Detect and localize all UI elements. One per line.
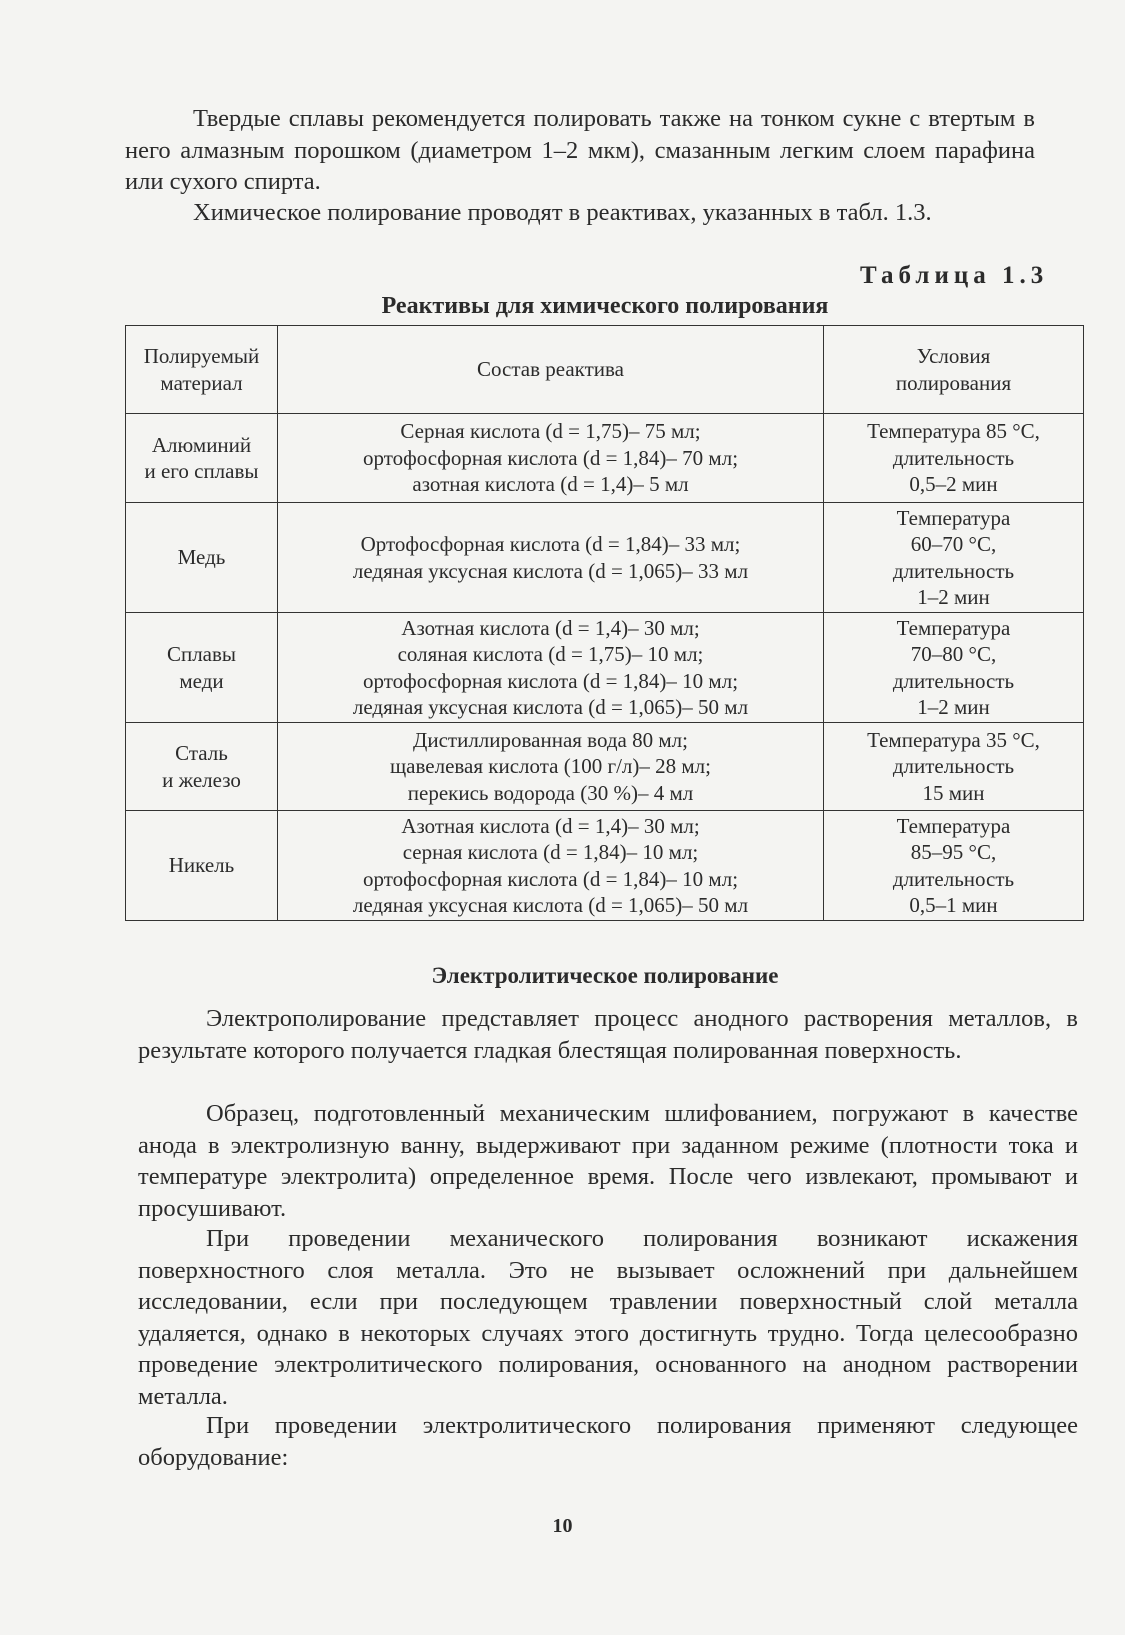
- header-line: Условия: [916, 344, 991, 368]
- table-title: Реактивы для химического полирования: [381, 293, 829, 319]
- table-row: [126, 613, 1084, 723]
- cell-material: [126, 503, 278, 613]
- cell-line: и его сплавы: [144, 459, 259, 483]
- cell-line: Температура 35 °C,: [867, 727, 1040, 752]
- cell-conditions: [824, 503, 1084, 613]
- cell-composition: [278, 414, 824, 503]
- cell-line: и железо: [162, 767, 241, 792]
- cell-line: соляная кислота (d = 1,75)– 10 мл;: [397, 642, 704, 666]
- cell-line: ортофосфорная кислота (d = 1,84)– 10 мл;: [362, 866, 739, 891]
- cell-line: Сталь: [175, 741, 228, 765]
- cell-line: 0,5–2 мин: [909, 472, 998, 497]
- table-label: Таблица 1.3: [860, 262, 1049, 289]
- cell-line: Алюминий: [151, 432, 252, 457]
- cell-line: ортофосфорная кислота (d = 1,84)– 70 мл;: [362, 445, 739, 470]
- cell-composition: [278, 503, 824, 613]
- header-line: полирования: [895, 370, 1012, 395]
- cell-line: Азотная кислота (d = 1,4)– 30 мл;: [401, 615, 700, 640]
- table-row: [126, 811, 1084, 921]
- reagents-table: [125, 325, 1084, 921]
- paragraph-equipment-intro: При проведении электролитического полирования применяют следующее оборудование:: [138, 1412, 1078, 1471]
- cell-line: Температура: [896, 505, 1011, 530]
- cell-material: [126, 811, 278, 921]
- cell-material: [126, 414, 278, 503]
- cell-line: щавелевая кислота (100 г/л)– 28 мл;: [389, 754, 711, 779]
- cell-line: серная кислота (d = 1,84)– 10 мл;: [402, 840, 699, 864]
- cell-line: 60–70 °C,: [910, 532, 997, 556]
- cell-line: азотная кислота (d = 1,4)– 5 мл: [412, 472, 689, 497]
- cell-composition: [278, 613, 824, 723]
- paragraph-mechanical-distortion: При проведении механического полирования возникают искажения поверхностного слоя металла. Это не вызывает осложнений при дальнейшем исследовании, если при последующем травлении поверхностный слой металла удаляется, однако в некоторых случаях этого достигнуть трудно. Тогда целесообразно проведение электролитического полирования, основанного на анодном растворении металла.: [138, 1225, 1078, 1410]
- cell-line: меди: [179, 668, 224, 693]
- cell-line: Ортофосфорная кислота (d = 1,84)– 33 мл;: [360, 532, 741, 556]
- header-composition: [278, 326, 824, 414]
- cell-material: [126, 723, 278, 811]
- cell-line: 85–95 °C,: [910, 840, 997, 864]
- table-row: [126, 414, 1084, 503]
- header-line: Состав реактива: [477, 357, 624, 382]
- cell-composition: [278, 723, 824, 811]
- cell-line: ледяная уксусная кислота (d = 1,065)– 50 мл: [352, 695, 749, 719]
- header-line: материал: [160, 370, 243, 395]
- table-header-row: [126, 326, 1084, 414]
- cell-line: длительность: [892, 754, 1015, 779]
- cell-line: 70–80 °C,: [910, 642, 997, 666]
- cell-line: Температура: [896, 615, 1011, 640]
- cell-conditions: [824, 811, 1084, 921]
- paragraph-chemical-polishing-intro: Химическое полирование проводят в реактивах, указанных в табл. 1.3.: [193, 199, 932, 226]
- cell-line: Медь: [177, 545, 226, 570]
- page-number: 10: [552, 1515, 573, 1537]
- cell-line: 1–2 мин: [917, 585, 990, 609]
- cell-line: 15 мин: [922, 780, 985, 805]
- cell-line: длительность: [892, 558, 1015, 583]
- cell-line: ледяная уксусная кислота (d = 1,065)– 50 мл: [352, 893, 749, 917]
- cell-line: 1–2 мин: [917, 695, 990, 719]
- paragraph-electropolishing-definition: Электрополирование представляет процесс анодного растворения металлов, в результате которого получается гладкая блестящая полированная поверхность.: [138, 1005, 1078, 1064]
- cell-line: Азотная кислота (d = 1,4)– 30 мл;: [401, 813, 700, 838]
- cell-line: Температура: [896, 813, 1011, 838]
- cell-conditions: [824, 613, 1084, 723]
- cell-line: длительность: [892, 445, 1015, 470]
- paragraph-sample-procedure: Образец, подготовленный механическим шлифованием, погружают в качестве анода в электролизную ванну, выдерживают при заданном режиме (плотности тока и температуре электролита) определенное время. После чего извлекают, промывают и просушивают.: [138, 1100, 1078, 1222]
- table-row: [126, 503, 1084, 613]
- paragraph-hard-alloys: Твердые сплавы рекомендуется полировать также на тонком сукне с втертым в него алмазным порошком (диаметром 1–2 мкм), смазанным легким слоем парафина или сухого спирта.: [125, 105, 1035, 195]
- cell-line: Серная кислота (d = 1,75)– 75 мл;: [400, 419, 701, 444]
- cell-line: 0,5–1 мин: [909, 893, 998, 917]
- cell-line: ортофосфорная кислота (d = 1,84)– 10 мл;: [362, 668, 739, 693]
- section-heading: Электролитическое полирование: [431, 963, 779, 988]
- cell-line: ледяная уксусная кислота (d = 1,065)– 33 мл: [352, 558, 749, 583]
- header-conditions: [824, 326, 1084, 414]
- cell-conditions: [824, 723, 1084, 811]
- cell-conditions: [824, 414, 1084, 503]
- table-row: [126, 723, 1084, 811]
- cell-line: Температура 85 °C,: [867, 419, 1040, 444]
- cell-line: Дистиллированная вода 80 мл;: [413, 727, 688, 752]
- cell-line: перекись водорода (30 %)– 4 мл: [407, 780, 694, 805]
- cell-composition: [278, 811, 824, 921]
- cell-line: Сплавы: [166, 642, 237, 666]
- cell-material: [126, 613, 278, 723]
- cell-line: длительность: [892, 866, 1015, 891]
- header-material: [126, 326, 278, 414]
- header-line: Полируемый: [143, 344, 260, 368]
- cell-line: длительность: [892, 668, 1015, 693]
- cell-line: Никель: [168, 853, 235, 878]
